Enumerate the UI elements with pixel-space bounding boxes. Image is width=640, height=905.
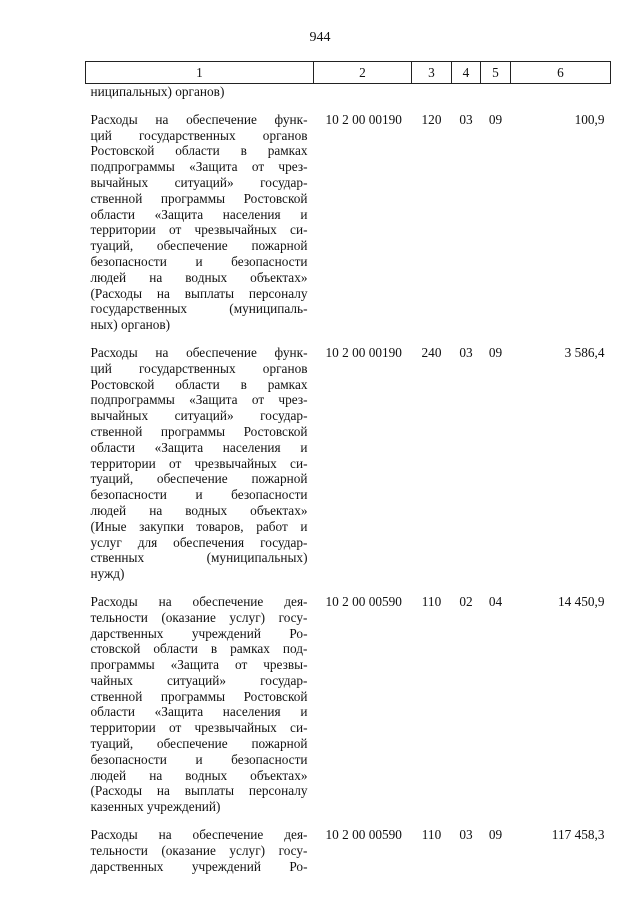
table-row: [86, 590, 611, 823]
row-description: Расходы на обеспечение дея- тельности (оказание услуг) госу- дарственных учреждений Ро- стовской области в рамках под- программы «Защита от чрезвы- чайных ситуаций» государ- ственной программы Ростовской области «Защита населения и территории от чрезвычайных си- туаций, обеспечение пожарной безопасности и безопасности людей на водных объектах» (Расходы на выплаты персоналу казенных учреждений): [90, 593, 308, 815]
row-expense-type: 110: [421, 593, 442, 609]
row-target-code: 10 2 00 00190: [325, 344, 402, 360]
row-section: 02: [459, 593, 473, 609]
row-description: Расходы на обеспечение функ- ций государственных органов Ростовской области в рамках подпрограммы «Защита от чрез- вычайных ситуаций» государ- ственной программы Ростовской области «Защита населения и территории от чрезвычайных си- туаций, обеспечение пожарной безопасности и безопасности людей на водных объектах» (Расходы на выплаты персоналу государственных (муниципаль- ных) органов): [90, 111, 308, 333]
row-subsection: 09: [488, 344, 503, 360]
row-target-code: 10 2 00 00590: [325, 593, 402, 609]
continuation-text: ниципальных) органов): [90, 84, 225, 99]
row-description: Расходы на обеспечение дея- тельности (оказание услуг) госу- дарственных учреждений Ро-: [90, 827, 308, 874]
row-section: 03: [459, 827, 473, 843]
table-row: [86, 341, 611, 590]
table-row: [86, 823, 611, 882]
row-subsection: 09: [488, 827, 503, 843]
row-subsection: 09: [488, 111, 503, 127]
table-header-row: [86, 62, 611, 84]
column-header-2: 2: [314, 62, 412, 84]
table-body: [86, 84, 611, 883]
column-header-3: 3: [412, 62, 452, 84]
column-header-1: 1: [86, 62, 314, 84]
row-expense-type: 110: [421, 827, 442, 843]
column-header-4: 4: [452, 62, 481, 84]
row-target-code: 10 2 00 00590: [325, 827, 402, 843]
continuation-row: [86, 84, 611, 108]
column-header-6: 6: [511, 62, 611, 84]
row-amount: 100,9: [574, 111, 605, 127]
row-amount: 117 458,3: [551, 827, 605, 843]
row-section: 03: [459, 344, 473, 360]
row-amount: 14 450,9: [557, 593, 605, 609]
column-header-5: 5: [481, 62, 511, 84]
table-row: [86, 108, 611, 341]
row-description: Расходы на обеспечение функ- ций государственных органов Ростовской области в рамках подпрограммы «Защита от чрез- вычайных ситуаций» государ- ственной программы Ростовской области «Защита населения и территории от чрезвычайных си- туаций, обеспечение пожарной безопасности и безопасности людей на водных объектах» (Иные закупки товаров, работ и услуг для обеспечения государ- ственных (муниципальных) нужд): [90, 344, 308, 582]
row-expense-type: 120: [421, 111, 442, 127]
row-target-code: 10 2 00 00190: [325, 111, 402, 127]
budget-table: [85, 61, 611, 882]
row-amount: 3 586,4: [564, 344, 605, 360]
row-subsection: 04: [488, 593, 503, 609]
page-number: 944: [309, 30, 331, 45]
row-expense-type: 240: [421, 344, 442, 360]
row-section: 03: [459, 111, 473, 127]
